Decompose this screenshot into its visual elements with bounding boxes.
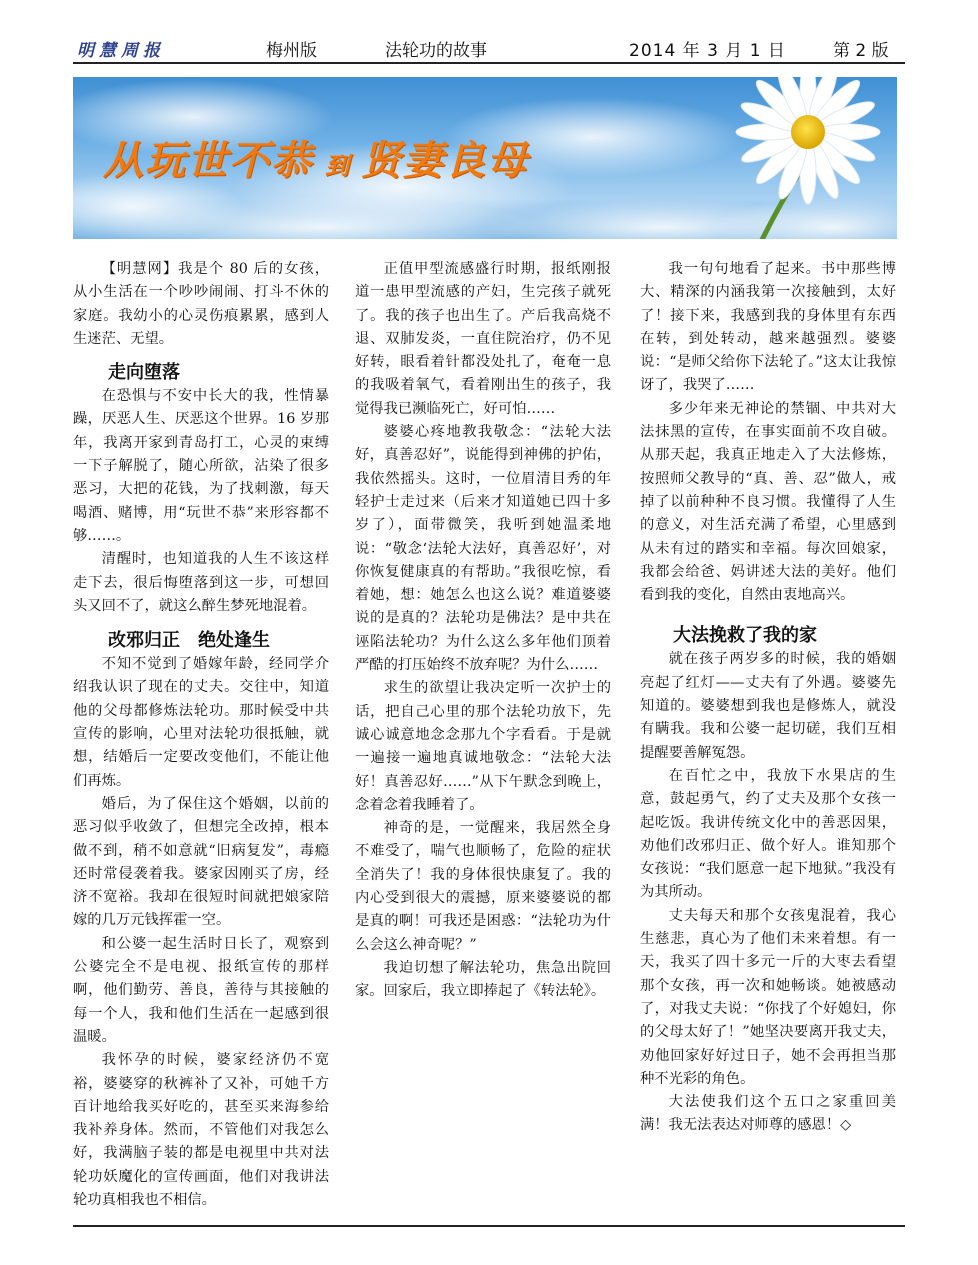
body-paragraph: 就在孩子两岁多的时候，我的婚姻亮起了红灯——丈夫有了外遇。婆婆先知道的。婆婆想到我也是修炼人，就没有瞒我。我和公婆一起切磋，我们互相提醒要善解冤怨。 <box>640 651 896 761</box>
title-connector: 到 <box>325 151 349 180</box>
body-paragraph: 我一句句地看了起来。书中那些博大、精深的内涵我第一次接触到，太好了！接下来，我感到我的身体里有东西在转，到处转动，越来越强烈。婆婆说：“是师父给你下法轮了。”这太让我惊讶了，我哭了…… <box>640 261 896 394</box>
body-paragraph: 在恐惧与不安中长大的我，性情暴躁，厌恶人生、厌恶这个世界。16 岁那年，我离开家到青岛打工，心灵的束缚一下子解脱了，随心所欲，沾染了很多恶习，大把的花钱，为了找刺激，每天喝酒、赌博，用“玩世不恭”来形容都不够……。 <box>73 388 329 544</box>
body-paragraph: 不知不觉到了婚嫁年龄，经同学介绍我认识了现在的丈夫。交往中，知道他的父母都修炼法轮功。那时候受中共宣传的影响，心里对法轮功很抵触，就想，结婚后一定要改变他们，不能让他们再炼。 <box>73 656 329 789</box>
section-heading-1: 走向堕落 <box>108 362 180 384</box>
footer-divider <box>73 1225 905 1227</box>
body-paragraph: 清醒时，也知道我的人生不该这样走下去，很后悔堕落到这一步，可想回头又回不了，就这么醉生梦死地混着。 <box>73 551 329 614</box>
page-number: 第 2 版 <box>833 41 889 61</box>
issue-date: 2014 年 3 月 1 日 <box>629 41 786 61</box>
body-paragraph: 多少年来无神论的禁锢、中共对大法抹黑的宣传，在事实面前不攻自破。从那天起，我真正地走入了大法修炼，按照师父教导的“真、善、忍”做人，戒掉了以前种种不良习惯。我懂得了人生的意义，对生活充满了希望，心里感到从未有过的踏实和幸福。每次回娘家，我都会给爸、妈讲述大法的美好。他们看到我的变化，自然由衷地高兴。 <box>640 400 896 604</box>
body-paragraph: 求生的欲望让我决定听一次护士的话，把自己心里的那个法轮功放下，先诚心诚意地念念那九个字看看。于是就一遍接一遍地真诚地敬念：“法轮大法好！真善忍好……”从下午默念到晚上，念着念着我睡着了。 <box>355 680 611 813</box>
newspaper-brand: 明慧周报 <box>77 41 165 61</box>
body-paragraph: 和公婆一起生活时日长了，观察到公婆完全不是电视、报纸宣传的那样啊，他们勤劳、善良，善待与其接触的每一个人，我和他们生活在一起感到很温暖。 <box>73 935 329 1045</box>
body-paragraph: 我怀孕的时候，婆家经济仍不宽裕，婆婆穿的秋裤补了又补，可她千方百计地给我买好吃的，甚至买来海参给我补养身体。然而，不管他们对我怎么好，我满脑子装的都是电视里中共对法轮功妖魔化的宣传画面，他们对我讲法轮功真相我也不相信。 <box>73 1052 329 1208</box>
title-banner <box>73 77 897 239</box>
body-paragraph: 婚后，为了保住这个婚姻，以前的恶习似乎收敛了，但想完全改掉，根本做不到，稍不如意就“旧病复发”，毒瘾还时常侵袭着我。婆家因刚买了房，经济不宽裕。我却在很短时间就把娘家陪嫁的几万元钱挥霍一空。 <box>73 795 329 929</box>
article-column-2 <box>355 258 611 1004</box>
edition-label: 梅州版 <box>266 41 317 61</box>
title-part-2: 贤妻良母 <box>361 137 529 184</box>
article-column-3 <box>640 258 896 1138</box>
section-label: 法轮功的故事 <box>385 41 487 61</box>
article-column-1 <box>73 258 329 1212</box>
body-paragraph: 大法使我们这个五口之家重回美满！我无法表达对师尊的感恩！◇ <box>640 1094 896 1134</box>
section-heading-3: 大法挽救了我的家 <box>673 625 817 647</box>
article-title <box>103 129 529 186</box>
page-header <box>73 34 905 64</box>
title-part-1: 从玩世不恭 <box>103 137 313 184</box>
body-paragraph: 婆婆心疼地教我敬念：“法轮大法好，真善忍好”，说能得到神佛的护佑，我依然摇头。这时，一位眉清目秀的年轻护士走过来（后来才知道她已四十多岁了），面带微笑，我听到她温柔地说：“敬念‘法轮大法好，真善忍好’，对你恢复健康真的有帮助。”我很吃惊，看着她，想：她怎么也这么说？难道婆婆说的是真的？法轮功是佛法？是中共在诬陷法轮功？为什么这么多年他们顶着严酷的打压始终不放弃呢？为什么…… <box>355 424 611 674</box>
intro-paragraph: 【明慧网】我是个 80 后的女孩，从小生活在一个吵吵闹闹、打斗不休的家庭。我幼小的心灵伤痕累累，感到人生迷茫、无望。 <box>73 261 329 347</box>
section-heading-2: 改邪归正 绝处逢生 <box>108 630 270 652</box>
body-paragraph: 在百忙之中，我放下水果店的生意，鼓起勇气，约了丈夫及那个女孩一起吃饭。我讲传统文化中的善恶因果，劝他们改邪归正、做个好人。谁知那个女孩说：“我们愿意一起下地狱。”我没有为其所动。 <box>640 767 896 901</box>
body-paragraph: 丈夫每天和那个女孩鬼混着，我心生慈悲，真心为了他们未来着想。有一天，我买了四十多元一斤的大枣去看望那个女孩，再一次和她畅谈。她被感动了，对我丈夫说：“你找了个好媳妇，你的父母太好了！”她坚决要离开我丈夫，劝他回家好好过日子，她不会再担当那种不光彩的角色。 <box>640 907 896 1087</box>
body-paragraph: 正值甲型流感盛行时期，报纸刚报道一患甲型流感的产妇，生完孩子就死了。我的孩子也出生了。产后我高烧不退、双肺发炎，一直住院治疗，仍不见好转，眼看着针都没处扎了，奄奄一息的我吸着氧气，看着刚出生的孩子，我觉得我已濒临死亡，好可怕…… <box>355 261 611 417</box>
body-paragraph: 神奇的是，一觉醒来，我居然全身不难受了，喘气也顺畅了，危险的症状全消失了！我的身体很快康复了。我的内心受到很大的震撼，原来婆婆说的都是真的啊！可我还是困惑：“法轮功为什么会这么神奇呢？” <box>355 820 611 953</box>
body-paragraph: 我迫切想了解法轮功，焦急出院回家。回家后，我立即捧起了《转法轮》。 <box>355 959 611 1000</box>
